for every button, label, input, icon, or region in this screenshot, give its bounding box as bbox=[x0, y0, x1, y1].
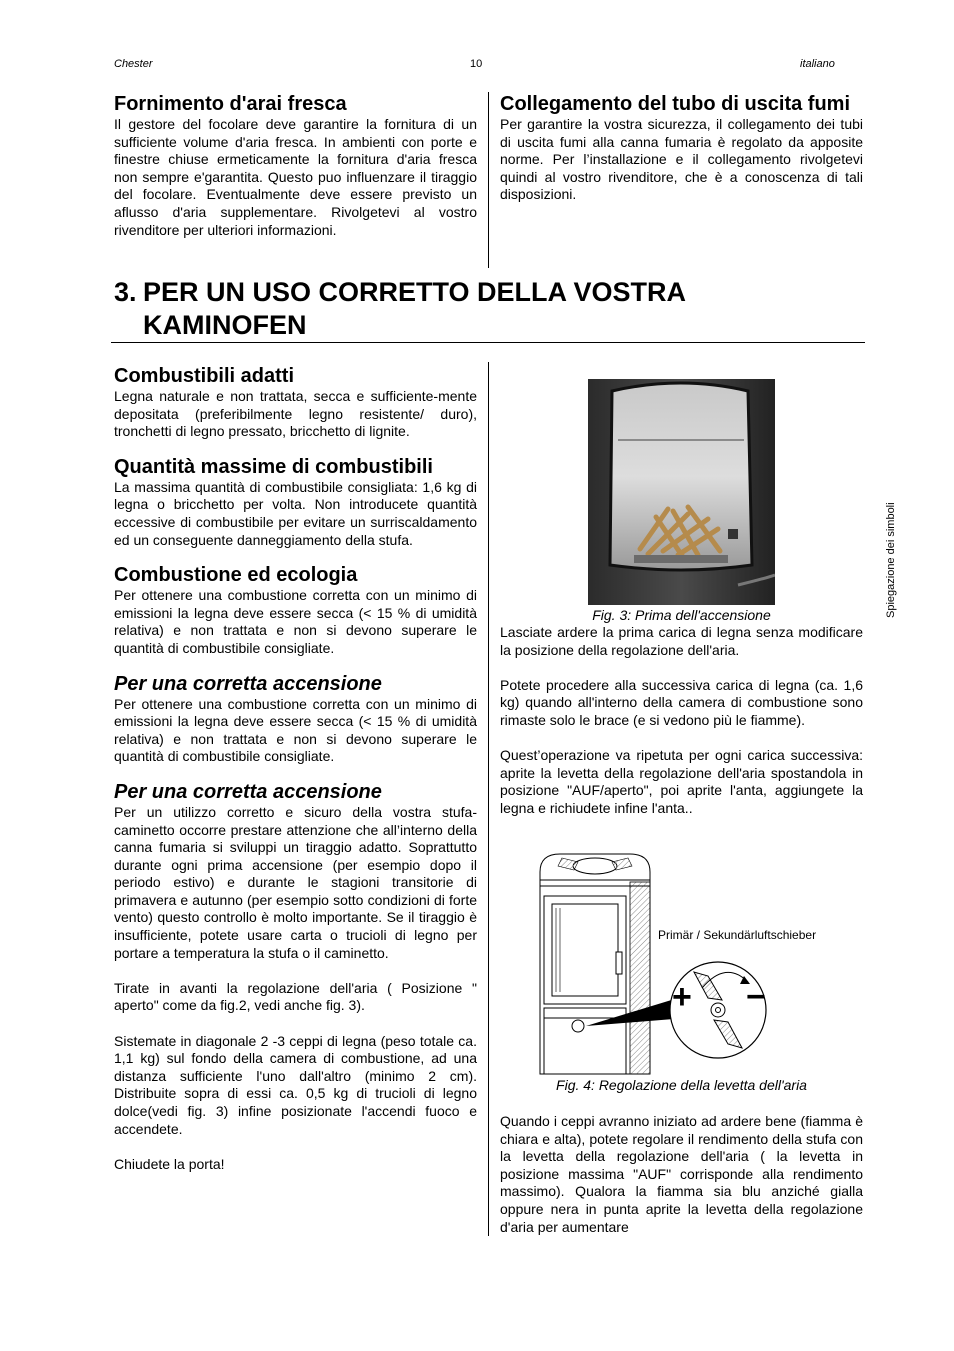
stove-photo-image bbox=[588, 379, 775, 605]
right-column-text-2 bbox=[500, 1113, 863, 1236]
fresh-air-section bbox=[114, 92, 477, 239]
fig4-caption: Fig. 4: Regolazione della levetta dell'aria bbox=[556, 1077, 807, 1093]
right-column-text-1 bbox=[500, 624, 863, 818]
ignition-paragraph-3: Sistemate in diagonale 2 -3 ceppi di legna (peso totale ca. 1,1 kg) sul fondo della camera di combustione, ad una distanza sufficiente l'uno dall'altro (minimo 2 cm). Distribuite sopra di essi ca. 0,5 kg di trucioli di legno dolce(vedi fig. 3) infine posizionate l'accendi fuoco e accendete. bbox=[114, 1032, 477, 1137]
chapter-title-line2: KAMINOFEN bbox=[143, 310, 307, 340]
chapter-number: 3. bbox=[114, 277, 137, 307]
combustion-ecology-title: Combustione ed ecologia bbox=[114, 564, 358, 587]
page-number: 10 bbox=[470, 58, 483, 70]
right-paragraph-2: Potete procedere alla successiva carica di legna (ca. 1,6 kg) quando all'interno della camera di combustione sono rimaste solo le brace (e si vedono più le fiamme). bbox=[500, 676, 863, 728]
combustion-ecology-body: Per ottenere una combustione corretta con un minimo di emissioni la legna deve essere secca (< 15 % di umidità relativa) e non trattata e non si devono superare le quantità di combustibile consigliate. bbox=[114, 587, 477, 656]
flue-connection-title: Collegamento del tubo di uscita fumi bbox=[500, 93, 851, 115]
max-quantity-title: Quantità massime di combustibili bbox=[114, 455, 433, 478]
header-right: italiano bbox=[800, 58, 835, 70]
max-quantity-body: La massima quantità di combustibile consigliata: 1,6 kg di legna o bricchetto per volta. Non introducete quantità eccessive di combustibile per evitare un surriscaldamento ed un conseguente danneggiamento della stufa. bbox=[114, 478, 477, 548]
flue-connection-section bbox=[500, 92, 863, 204]
side-label: Spiegazione dei simboli bbox=[885, 502, 897, 618]
ignition-body-1: Per ottenere una combustione corretta con un minimo di emissioni la legna deve essere secca (< 15 % di umidità relativa) e non trattata e non si devono superare le quantità di combustibile consigliate. bbox=[114, 695, 477, 765]
stove-photo bbox=[588, 379, 775, 605]
fresh-air-body: Il gestore del focolare deve garantire la fornitura di un sufficiente volume d'aria fresca. In ambienti con porte e finestre chiuse ermeticamente la fornitura d'aria fresca non sempre e'garantita. Questo puo influenzare il tiraggio del focolare. Eventualmente deve essere previsto un aflusso d'aria supplementare. Rivolgetevi al vostro rivenditore per ulteriori informazioni. bbox=[114, 116, 477, 238]
header-left: Chester bbox=[114, 58, 153, 70]
fig3-caption: Fig. 3: Prima dell'accensione bbox=[592, 607, 771, 623]
column-divider-main bbox=[488, 362, 489, 1236]
fig4-label: Primär / Sekundärluftschieber bbox=[658, 928, 817, 942]
left-column bbox=[114, 364, 477, 1173]
flue-connection-body: Per garantire la vostra sicurezza, il collegamento dei tubi di uscita fumi alla canna fumaria è regolato da apposite norme. Per l’installazione e il collegamento rivolgetevi quindi al vostro rivenditore, che è a conoscenza di tali disposizioni. bbox=[500, 116, 863, 203]
ignition-title-2: Per una corretta accensione bbox=[114, 780, 382, 803]
ignition-paragraph-4: Chiudete la porta! bbox=[114, 1155, 225, 1172]
ignition-paragraph-1: Per un utilizzo corretto e sicuro della vostra stufa-caminetto occorre prestare attenzione che all’interno della canna fumaria si sviluppi un tiraggio adatto. Soprattutto durante ogni prima accensione (per esempio dopo il periodo estivo) e durante le stagioni transitorie di primavera e autunno (per esempio sotto condizioni di forte vento) questo controllo è molto importante. Se il tiraggio è insufficiente, potete usare carta o trucioli di legno per portare a temperatura la stufa o il caminetto. bbox=[114, 803, 477, 961]
air-regulator-diagram bbox=[530, 852, 830, 1076]
fuels-title: Combustibili adatti bbox=[114, 365, 294, 387]
fig4-plus-sign: + bbox=[672, 978, 692, 1016]
fresh-air-title: Fornimento d'arai fresca bbox=[114, 93, 347, 115]
ignition-title-1: Per una corretta accensione bbox=[114, 672, 382, 695]
fig4-minus-sign: − bbox=[746, 978, 766, 1016]
ignition-paragraph-2: Tirate in avanti la regolazione dell'aria ( Posizione " aperto" come da fig.2, vedi anche fig. 3). bbox=[114, 979, 477, 1014]
right-paragraph-3: Quest’operazione va ripetuta per ogni carica successiva: aprite la levetta della regolazione dell'aria spostandola in posizione "AUF/aperto", poi aprite l'anta, aggiungete la legna e richiudete infine l'anta.. bbox=[500, 747, 863, 816]
fuels-body: Legna naturale e non trattata, secca e sufficiente-mente depositata (preferibilmente legno resistente/ duro), tronchetti di legno pressato, bricchetto di lignite. bbox=[114, 388, 477, 440]
chapter-underline bbox=[111, 342, 865, 343]
chapter-title-line1: PER UN USO CORRETTO DELLA VOSTRA bbox=[143, 277, 687, 307]
column-divider-top bbox=[488, 92, 489, 268]
air-regulator-svg bbox=[530, 852, 830, 1076]
right-paragraph-4: Quando i ceppi avranno iniziato ad ardere bene (fiamma è chiara e alta), potete regolare il rendimento della stufa con la levetta della regolazione dell'aria ( la levetta in posizione massima "AUF" corrisponde alla rendimento massimo). Qualora la fiamma sia blu anziché gialla oppure nera in punta aprite la levetta della regolazione d'aria per aumentare bbox=[500, 1113, 863, 1235]
right-paragraph-1: Lasciate ardere la prima carica di legna senza modificare la posizione della regolazione dell'aria. bbox=[500, 624, 863, 658]
